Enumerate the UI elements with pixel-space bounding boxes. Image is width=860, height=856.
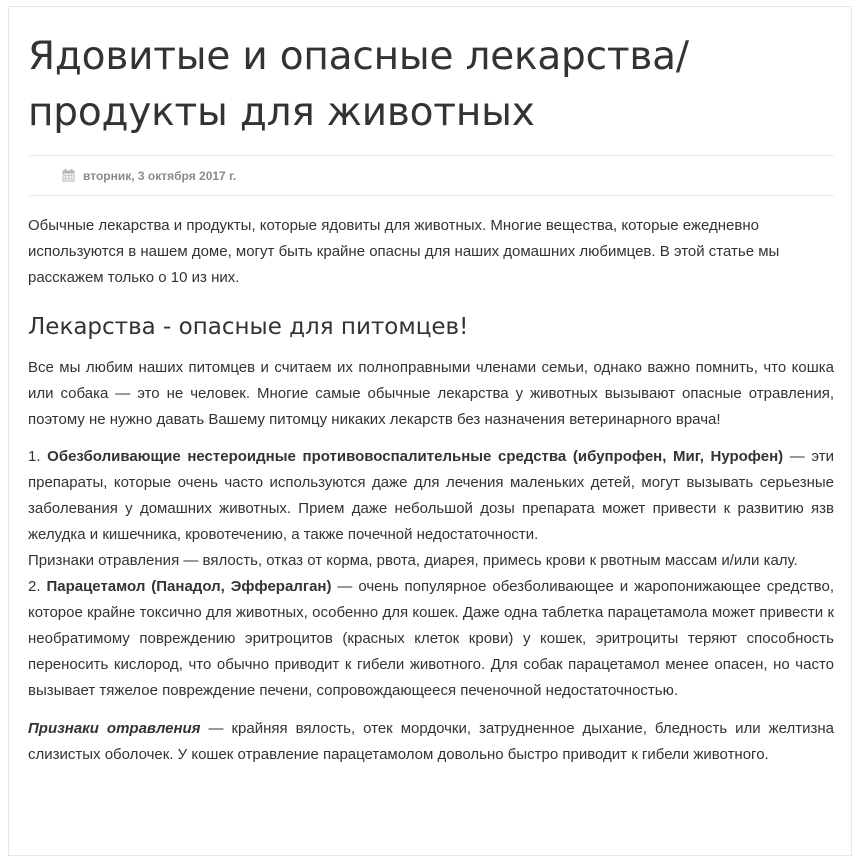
article-meta xyxy=(28,155,834,196)
item-1-name: Обезболивающие нестероидные противовоспалительные средства (ибупрофен, Миг, Нурофен) xyxy=(47,448,784,465)
section-heading: Лекарства - опасные для питомцев! xyxy=(28,314,469,340)
item-1-number: 1. xyxy=(28,448,41,465)
item-2-symptoms xyxy=(28,716,834,768)
article-intro: Обычные лекарства и продукты, которые ядовиты для животных. Многие вещества, которые ежедневно используются в нашем доме, могут быть крайне опасны для наших домашних любимцев. В этой статье мы расскажем только о 10 из них. xyxy=(28,217,780,286)
article-content xyxy=(28,29,834,768)
list-item-1 xyxy=(28,444,834,548)
article-title: Ядовитые и опасные лекарства/ продукты для животных xyxy=(28,34,689,135)
item-1-symptoms: Признаки отравления — вялость, отказ от корма, рвота, диарея, примесь крови к рвотным массам и/или калу. xyxy=(28,552,798,569)
item-2-symptoms-label: Признаки отравления xyxy=(28,720,201,737)
item-2-text: — очень популярное обезболивающее и жаропонижающее средство, которое крайне токсично для животных, особенно для кошек. Даже одна таблетка парацетамола может привести к необратимому повреждению эритроцитов (красных клеток крови) у кошек, эритроциты теряют способность переносить кислород, что обычно приводит к гибели животного. Для собак парацетамол менее опасен, но часто вызывает тяжелое повреждение печени, сопровождающееся печеночной недостаточностью. xyxy=(28,578,834,699)
item-1-text: — эти препараты, которые очень часто используются даже для лечения маленьких детей, могут вызывать серьезные заболевания у домашних животных. Прием даже небольшой дозы препарата может привести к развитию язв желудка и кишечника, кровотечению, а также почечной недостаточности. xyxy=(28,448,834,543)
item-2-symptoms-text: — крайняя вялость, отек мордочки, затрудненное дыхание, бледность или желтизна слизистых оболочек. У кошек отравление парацетамолом довольно быстро приводит к гибели животного. xyxy=(28,720,834,763)
item-2-number: 2. xyxy=(28,578,41,595)
item-2-name: Парацетамол (Панадол, Эффералган) xyxy=(46,578,332,595)
article-date: вторник, 3 октября 2017 г. xyxy=(83,168,237,183)
article-card xyxy=(8,6,852,856)
list-item-2 xyxy=(28,574,834,704)
section-intro: Все мы любим наших питомцев и считаем их полноправными членами семьи, однако важно помнить, что кошка или собака — это не человек. Многие самые обычные лекарства у животных вызывают опасные отравления, поэтому не нужно давать Вашему питомцу никаких лекарств без назначения ветеринарного врача! xyxy=(28,359,834,428)
calendar-icon xyxy=(62,169,75,182)
